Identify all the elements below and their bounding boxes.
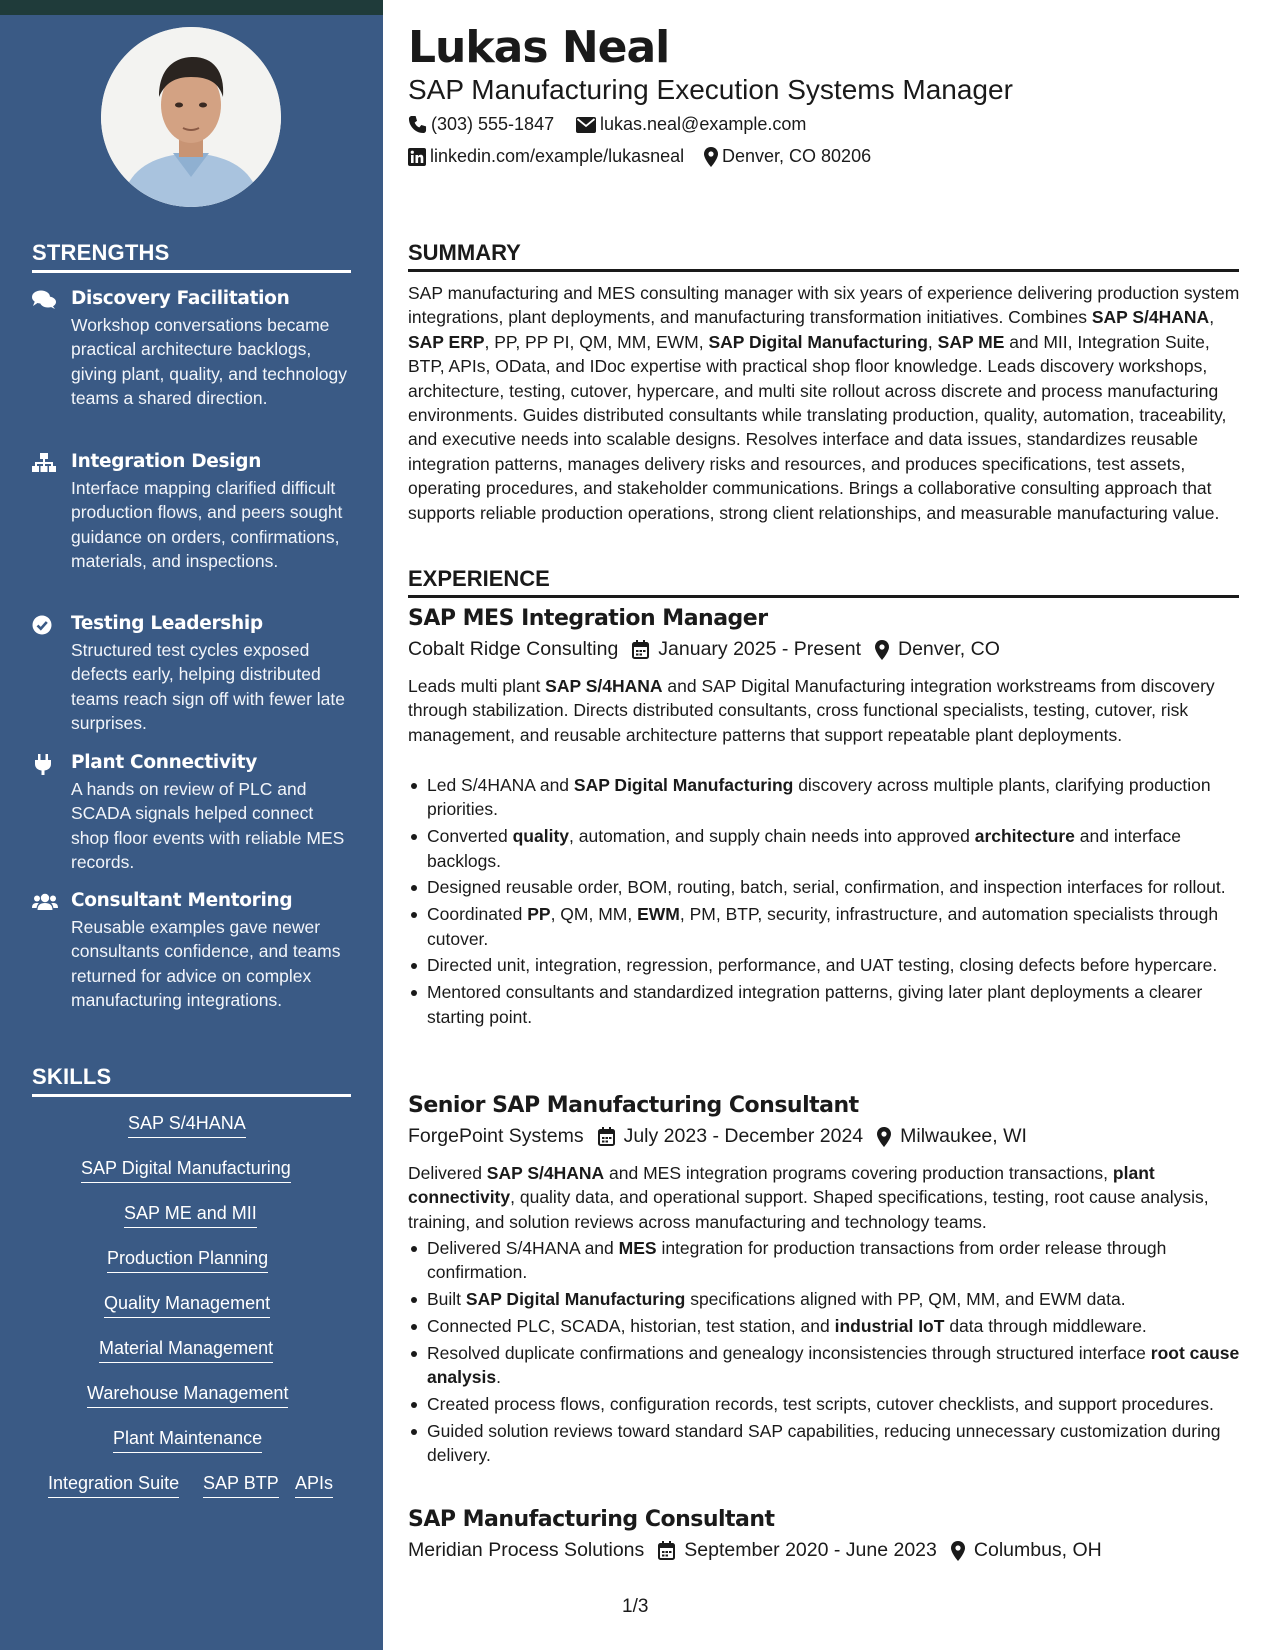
job-title: Senior SAP Manufacturing Consultant — [408, 1093, 859, 1118]
page-number: 1/3 — [622, 1596, 649, 1617]
sitemap-icon — [32, 453, 56, 475]
users-icon — [32, 892, 56, 914]
job-location: Denver, CO — [898, 638, 1000, 660]
map-marker-icon — [875, 640, 889, 660]
map-marker-icon — [877, 1127, 891, 1147]
bullet-item: Resolved duplicate confirmations and genealogy inconsistencies through structured interface root cause analysis. — [427, 1341, 1259, 1390]
calendar-icon — [658, 1541, 675, 1560]
job-dates: September 2020 - June 2023 — [684, 1539, 937, 1561]
linkedin-icon — [408, 148, 426, 166]
summary-text: SAP manufacturing and MES consulting manager with six years of experience delivering production system integrations, plant deployments, and manufacturing transformation initiatives. Combines SAP S/4HANA, SAP ERP, PP, PP PI, QM, MM, EWM, SAP Digital Manufacturing, SAP ME and MII, Integration Suite, BTP, APIs, OData, and IDoc expertise with practical shop floor knowledge. Leads discovery workshops, architecture, testing, cutover, hypercare, and multi site rollout across discrete and process manufacturing environments. Guides distributed consultants while translating production, quality, automation, traceability, and executive needs into scalable designs. Resolves interface and data issues, standardizes reusable integration patterns, manages delivery risks and resources, and produces specifications, test assets, operating procedures, and stakeholder communications. Brings a collaborative consulting approach that supports reliable production operations, strong client relationships, and measurable manufacturing value. — [408, 283, 1240, 523]
strength-desc: A hands on review of PLC and SCADA signals helped connect shop floor events with reliable MES records. — [71, 779, 345, 873]
job-title: SAP Manufacturing Consultant — [408, 1507, 775, 1532]
candidate-title: SAP Manufacturing Execution Systems Manager — [408, 74, 1013, 105]
location-text: Denver, CO 80206 — [722, 146, 872, 166]
bullet-item: Directed unit, integration, regression, performance, and UAT testing, closing defects before hypercare. — [427, 953, 1259, 977]
job-company: Cobalt Ridge Consulting — [408, 638, 619, 660]
profile-photo — [101, 27, 281, 207]
job-intro: Leads multi plant SAP S/4HANA and SAP Digital Manufacturing integration workstreams from discovery through stabilization. Directs distributed consultants, cross functional specialists, testing, cutover, risk management, and reusable architecture patterns that support repeatable plant deployments. — [408, 676, 1215, 745]
bullet-item: Built SAP Digital Manufacturing specifications aligned with PP, QM, MM, and EWM data. — [427, 1287, 1259, 1311]
bullet-item: Connected PLC, SCADA, historian, test station, and industrial IoT data through middleware. — [427, 1314, 1259, 1338]
job-dates: July 2023 - December 2024 — [623, 1125, 864, 1147]
skills-title: SKILLS — [32, 1064, 351, 1097]
job-location: Milwaukee, WI — [900, 1125, 1027, 1147]
plug-icon — [32, 754, 56, 776]
skill-tag: SAP Digital Manufacturing — [81, 1158, 291, 1183]
experience-title: EXPERIENCE — [408, 566, 1239, 598]
strength-desc: Structured test cycles exposed defects early, helping distributed teams reach sign off with fewer late surprises. — [71, 640, 345, 734]
contact-linkedin[interactable] — [408, 146, 684, 167]
strength-title: Integration Design — [71, 451, 262, 472]
comments-icon — [32, 290, 56, 312]
strengths-title: STRENGTHS — [32, 240, 351, 273]
skill-tag: Integration Suite — [48, 1473, 179, 1498]
envelope-icon — [576, 117, 596, 133]
job-intro: Delivered SAP S/4HANA and MES integration programs covering production transactions, plant connectivity, quality data, and operational support. Shaped specifications, testing, root cause analysis, training, and solution reviews across manufacturing and technology teams. — [408, 1163, 1209, 1232]
job-dates: January 2025 - Present — [658, 638, 861, 660]
bullet-item: Mentored consultants and standardized integration patterns, giving later plant deployments a clearer starting point. — [427, 980, 1259, 1029]
job-bullets — [408, 1236, 1259, 1470]
bullet-item: Created process flows, configuration records, test scripts, cutover checklists, and support procedures. — [427, 1392, 1259, 1416]
skill-tag: Warehouse Management — [87, 1383, 288, 1408]
job-meta — [408, 1125, 1027, 1148]
skill-tag: SAP S/4HANA — [128, 1113, 246, 1138]
job-title: SAP MES Integration Manager — [408, 606, 768, 631]
skill-tag: SAP ME and MII — [124, 1203, 257, 1228]
contact-phone[interactable] — [408, 114, 554, 135]
bullet-item: Designed reusable order, BOM, routing, batch, serial, confirmation, and inspection interfaces for rollout. — [427, 875, 1259, 899]
job-company: Meridian Process Solutions — [408, 1539, 645, 1561]
contact-location — [704, 146, 871, 167]
strength-title: Plant Connectivity — [71, 752, 258, 773]
contact-email[interactable] — [576, 114, 806, 135]
sidebar-top-bar — [0, 0, 383, 15]
job-bullets — [408, 773, 1259, 1031]
strength-title: Consultant Mentoring — [71, 890, 293, 911]
summary-title: SUMMARY — [408, 240, 1239, 272]
skill-tag: SAP BTP — [203, 1473, 279, 1498]
skill-tag: APIs — [295, 1473, 333, 1498]
skill-tag: Material Management — [99, 1338, 273, 1363]
strength-desc: Interface mapping clarified difficult production flows, and peers sought guidance on orders, confirmations, materials, and inspections. — [71, 478, 343, 572]
strength-title: Discovery Facilitation — [71, 288, 290, 309]
strength-desc: Workshop conversations became practical architecture backlogs, giving plant, quality, and technology teams a shared direction. — [71, 315, 347, 409]
bullet-item: Delivered S/4HANA and MES integration for production transactions from order release through confirmation. — [427, 1236, 1259, 1285]
email-text: lukas.neal@example.com — [600, 114, 807, 134]
strength-title: Testing Leadership — [71, 613, 263, 634]
bullet-item: Guided solution reviews toward standard SAP capabilities, reducing unnecessary customization during delivery. — [427, 1419, 1259, 1468]
calendar-icon — [632, 640, 649, 659]
sidebar — [0, 0, 383, 1650]
skill-tag: Production Planning — [107, 1248, 268, 1273]
skill-tag: Quality Management — [104, 1293, 270, 1318]
job-location: Columbus, OH — [973, 1539, 1102, 1561]
job-meta — [408, 638, 1000, 661]
bullet-item: Converted quality, automation, and supply chain needs into approved architecture and interface backlogs. — [427, 824, 1259, 873]
map-marker-icon — [951, 1541, 965, 1561]
job-meta — [408, 1539, 1102, 1562]
check-circle-icon — [32, 615, 56, 637]
skill-tag: Plant Maintenance — [113, 1428, 262, 1453]
candidate-name: Lukas Neal — [408, 22, 670, 73]
strength-desc: Reusable examples gave newer consultants confidence, and teams returned for advice on complex manufacturing integrations. — [71, 917, 341, 1011]
linkedin-text: linkedin.com/example/lukasneal — [430, 146, 685, 166]
job-company: ForgePoint Systems — [408, 1125, 584, 1147]
phone-text: (303) 555-1847 — [431, 114, 555, 134]
calendar-icon — [598, 1127, 615, 1146]
phone-icon — [408, 115, 427, 134]
map-marker-icon — [704, 147, 718, 167]
bullet-item: Coordinated PP, QM, MM, EWM, PM, BTP, security, infrastructure, and automation specialists through cutover. — [427, 902, 1259, 951]
bullet-item: Led S/4HANA and SAP Digital Manufacturing discovery across multiple plants, clarifying production priorities. — [427, 773, 1259, 822]
